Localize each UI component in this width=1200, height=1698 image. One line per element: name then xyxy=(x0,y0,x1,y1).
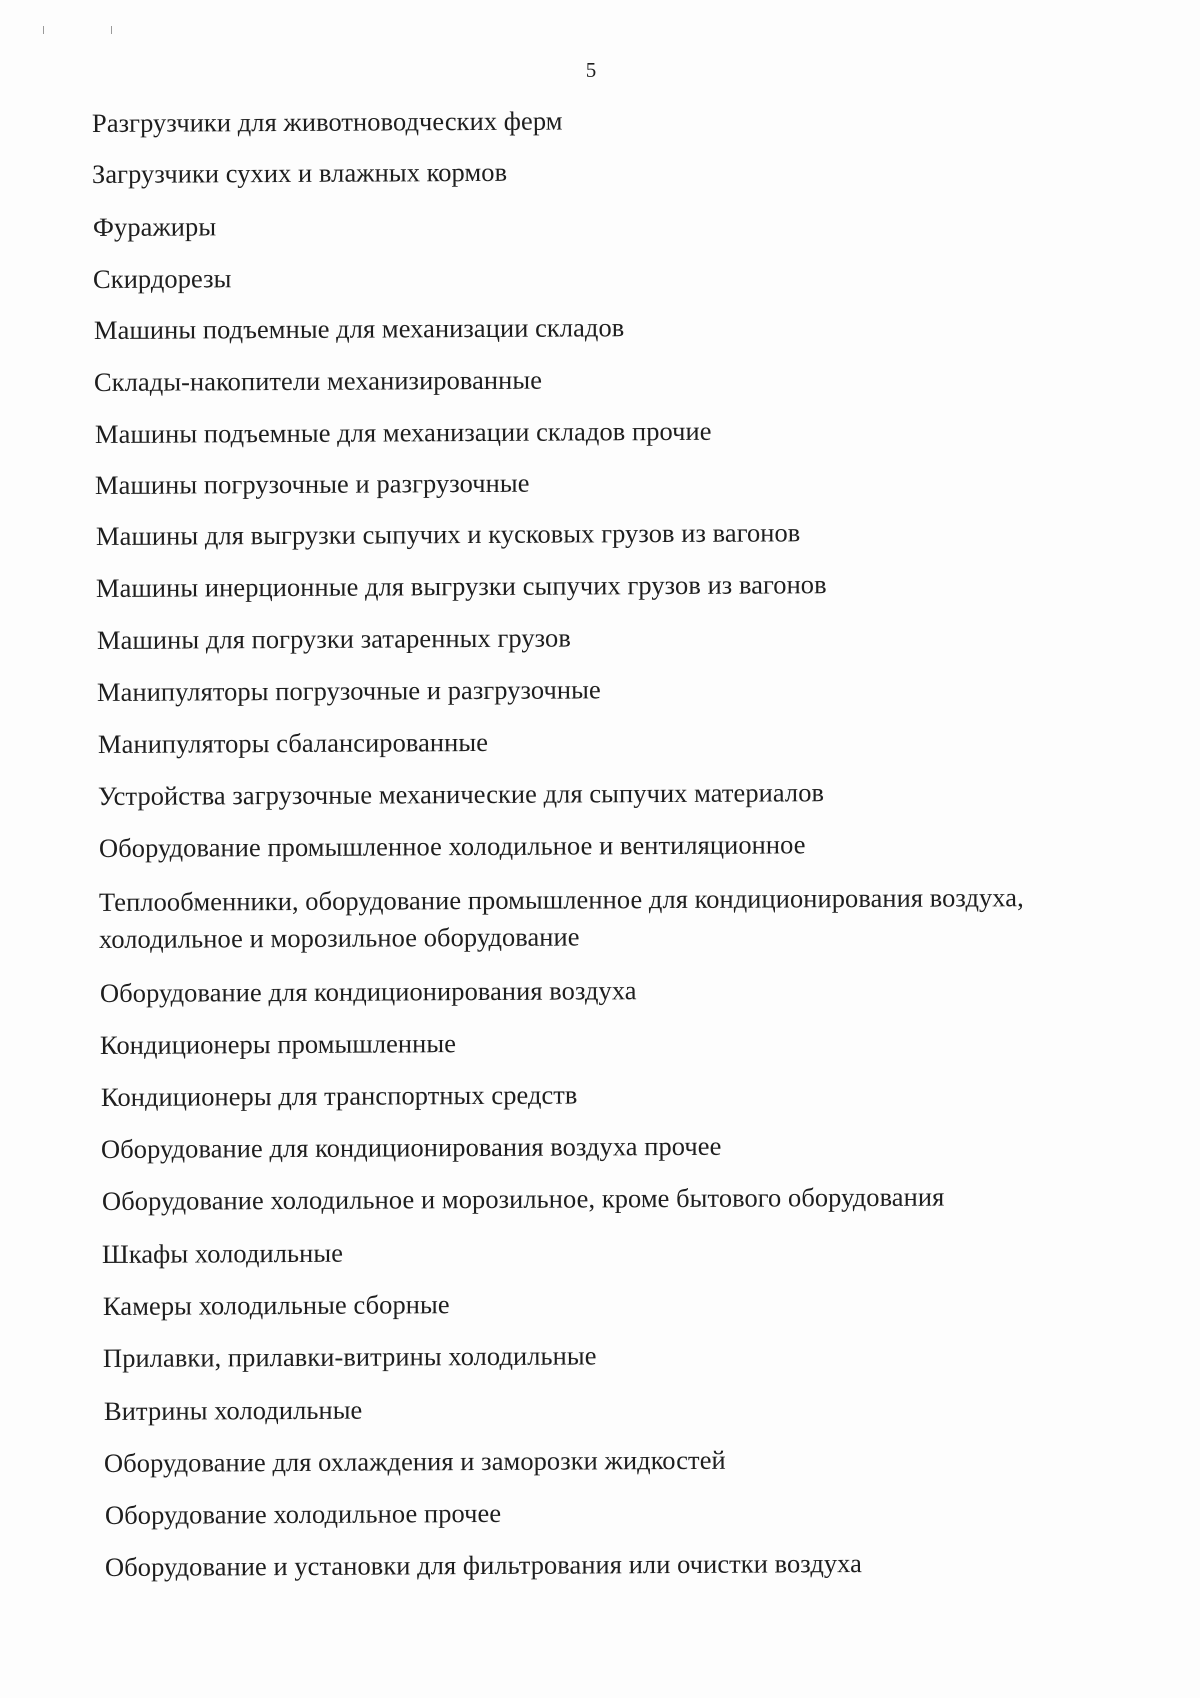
list-item: Оборудование и установки для фильтрования или очистки воздуха xyxy=(104,1548,862,1582)
list-item: Машины для выгрузки сыпучих и кусковых грузов из вагонов xyxy=(95,517,801,551)
list-item: Машины инерционные для выгрузки сыпучих грузов из вагонов xyxy=(95,569,827,603)
list-item: Оборудование для кондиционирования воздуха прочее xyxy=(100,1130,722,1164)
list-item: Машины подъемные для механизации складов прочие xyxy=(94,415,712,449)
list-item: Теплообменники, оборудование промышленное для кондиционирования воздуха, xyxy=(98,882,1024,917)
list-item: Шкафы холодильные xyxy=(101,1237,344,1269)
list-item: Скирдорезы xyxy=(92,263,232,294)
list-item: Манипуляторы погрузочные и разгрузочные xyxy=(96,674,601,707)
list-item: Устройства загрузочные механические для сыпучих материалов xyxy=(97,777,825,811)
list-item: Машины подъемные для механизации складов xyxy=(93,312,625,345)
list-item: Разгрузчики для животноводческих ферм xyxy=(91,105,563,138)
list-item: Машины для погрузки затаренных грузов xyxy=(96,622,571,655)
list-item: Кондиционеры для транспортных средств xyxy=(100,1079,578,1112)
list-item: Оборудование холодильное и морозильное, кроме бытового оборудования xyxy=(101,1181,945,1216)
list-item-continuation: холодильное и морозильное оборудование xyxy=(98,921,580,954)
list-item: Кондиционеры промышленные xyxy=(99,1028,457,1060)
list-item: Оборудование для охлаждения и заморозки жидкостей xyxy=(103,1444,726,1478)
list-item: Оборудование для кондиционирования воздуха xyxy=(99,975,637,1008)
list-item: Прилавки, прилавки-витрины холодильные xyxy=(102,1340,597,1373)
list-item: Склады-накопители механизированные xyxy=(93,364,543,397)
list-item: Загрузчики сухих и влажных кормов xyxy=(91,156,508,189)
list-item: Витрины холодильные xyxy=(103,1394,363,1426)
page-number: 5 xyxy=(585,58,597,82)
list-item: Фуражиры xyxy=(92,211,217,242)
list-item: Манипуляторы сбалансированные xyxy=(97,726,489,759)
list-item: Оборудование холодильное прочее xyxy=(104,1497,502,1530)
list-item: Машины погрузочные и разгрузочные xyxy=(94,467,530,500)
list-item: Камеры холодильные сборные xyxy=(102,1289,450,1321)
list-item: Оборудование промышленное холодильное и вентиляционное xyxy=(98,829,806,863)
